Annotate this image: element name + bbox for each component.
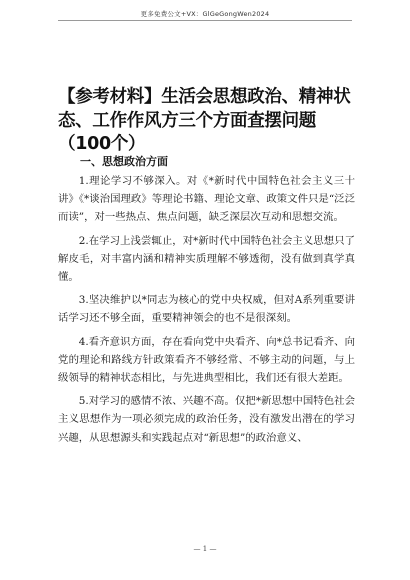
document-body: [58, 172, 355, 452]
page-header: 更多免费公文+VX：GlGeGongWen2024: [140, 10, 270, 18]
paragraph: 3.坚决维护以*同志为核心的党中央权威，但对A系列重要讲话学习还不够全面，重要精神领会的也不是很深刻。: [58, 294, 355, 325]
paragraph: 2.在学习上浅尝辄止，对*新时代中国特色社会主义思想只了解皮毛，对丰富内涵和精神实质理解不够透彻，没有做到真学真懂。: [58, 234, 355, 284]
section-heading: 一、思想政治方面: [80, 155, 168, 168]
page-number: — 1 —: [193, 545, 217, 553]
paragraph: 5.对学习的感情不浓、兴趣不高。仅把*新思想中国特色社会主义思想作为一项必须完成的政治任务，没有激发出潜在的学习兴趣，从思想源头和实践起点对“新思想”的政治意义、: [58, 395, 355, 444]
paragraph: 4.看齐意识方面，存在看向党中央看齐、向*总书记看齐、向党的理论和路线方针政策看齐不够经常、不够主动的问题，与上级领导的精神状态相比，与先进典型相比，我们还有很大差距。: [58, 335, 355, 385]
paragraph: 1.理论学习不够深入。对《*新时代中国特色社会主义三十讲》《*谈治国理政》等理论书籍、理论文章、政策文件只是“泛泛而读”，对一些热点、焦点问题，缺乏深层次互动和思想交流。: [58, 175, 355, 224]
header-divider: [58, 20, 352, 21]
document-title: 【参考材料】生活会思想政治、精神状态、工作作风方三个方面查摆问题（100个）: [58, 87, 351, 154]
